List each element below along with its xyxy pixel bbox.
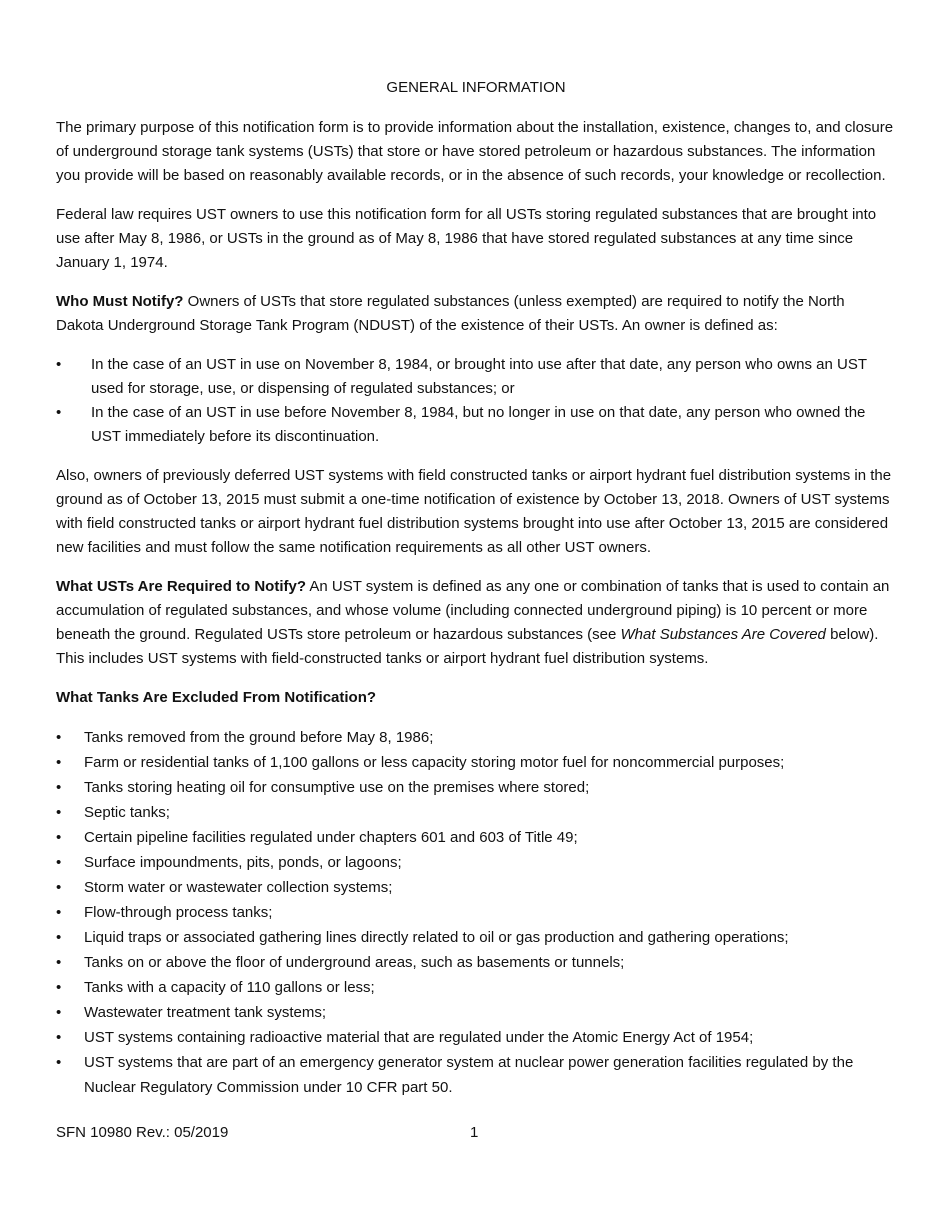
list-item xyxy=(56,775,896,800)
list-item-text: Surface impoundments, pits, ponds, or lagoons; xyxy=(84,854,402,871)
bullet-icon: • xyxy=(56,829,62,846)
list-item-text: UST systems that are part of an emergency generator system at nuclear power generation facilities regulated by the Nuclear Regulatory Commission under 10 CFR part 50. xyxy=(84,1054,854,1096)
what-substances-reference: What Substances Are Covered xyxy=(620,626,826,643)
list-item xyxy=(56,750,896,775)
who-must-notify-paragraph xyxy=(56,290,896,338)
list-item-text: Flow-through process tanks; xyxy=(84,904,273,921)
bullet-icon: • xyxy=(56,779,62,796)
list-item xyxy=(56,800,896,825)
bullet-icon: • xyxy=(56,729,62,746)
bullet-icon: • xyxy=(56,954,62,971)
document-page xyxy=(56,76,896,1100)
intro-paragraph-1: The primary purpose of this notification form is to provide information about the installation, existence, changes to, and closure of underground storage tank systems (USTs) that store or have stored petroleum or hazardous substances. The information you provide will be based on reasonably available records, or in the absence of such records, your knowledge or recollection. xyxy=(56,119,894,184)
list-item-text: Liquid traps or associated gathering lines directly related to oil or gas production and gathering operations; xyxy=(84,929,789,946)
bullet-icon: • xyxy=(56,1004,62,1021)
list-item-text: Tanks on or above the floor of underground areas, such as basements or tunnels; xyxy=(84,954,625,971)
list-item-text: Wastewater treatment tank systems; xyxy=(84,1004,327,1021)
deferred-systems-paragraph: Also, owners of previously deferred UST systems with field constructed tanks or airport hydrant fuel distribution systems in the ground as of October 13, 2015 must submit a one-time notification of existence by October 13, 2018. Owners of UST systems with field constructed tanks or airport hydrant fuel distribution systems brought into use after October 13, 2015 are considered new facilities and must follow the same notification requirements as all other UST owners. xyxy=(56,467,892,556)
excluded-tanks-list xyxy=(56,725,896,1100)
list-item-text: UST systems containing radioactive material that are regulated under the Atomic Energy Act of 1954; xyxy=(84,1029,754,1046)
list-item xyxy=(56,1000,896,1025)
page-title: GENERAL INFORMATION xyxy=(386,79,566,96)
page-number: 1 xyxy=(470,1124,479,1141)
bullet-icon: • xyxy=(56,404,62,421)
bullet-icon: • xyxy=(56,929,62,946)
list-item-text: In the case of an UST in use on November 8, 1984, or brought into use after that date, any person who owns an UST used for storage, use, or dispensing of regulated substances; or xyxy=(91,356,867,397)
list-item-text: Tanks removed from the ground before May 8, 1986; xyxy=(84,729,434,746)
intro-paragraph-2: Federal law requires UST owners to use this notification form for all USTs storing regulated substances that are brought into use after May 8, 1986, or USTs in the ground as of May 8, 1986 that have stored regulated substances at any time since January 1, 1974. xyxy=(56,206,877,271)
bullet-icon: • xyxy=(56,1054,62,1071)
bullet-icon: • xyxy=(56,979,62,996)
what-usts-heading: What USTs Are Required to Notify? xyxy=(56,578,307,595)
list-item xyxy=(56,875,896,900)
owner-definition-list xyxy=(56,353,896,449)
list-item-text: Farm or residential tanks of 1,100 gallons or less capacity storing motor fuel for noncommercial purposes; xyxy=(84,754,785,771)
list-item-text: Septic tanks; xyxy=(84,804,170,821)
bullet-icon: • xyxy=(56,1029,62,1046)
list-item-text: In the case of an UST in use before November 8, 1984, but no longer in use on that date, any person who owned the UST immediately before its discontinuation. xyxy=(91,404,866,445)
what-usts-text: An UST system is defined as any one or combination of tanks that is used to contain an accumulation of regulated substances, and whose volume (including connected underground piping) is 10 percent or more beneath the ground. Regulated USTs store petroleum or hazardous substances (see xyxy=(56,578,890,643)
what-usts-text-end: below). This includes UST systems with field-constructed tanks or airport hydrant fuel distribution systems. xyxy=(56,626,879,667)
list-item xyxy=(56,1025,896,1050)
form-id: SFN 10980 Rev.: 05/2019 xyxy=(56,1124,229,1141)
bullet-icon: • xyxy=(56,804,62,821)
who-must-notify-heading: Who Must Notify? xyxy=(56,293,184,310)
list-item-text: Certain pipeline facilities regulated under chapters 601 and 603 of Title 49; xyxy=(84,829,578,846)
bullet-icon: • xyxy=(56,356,62,373)
bullet-icon: • xyxy=(56,879,62,896)
list-item xyxy=(56,975,896,1000)
list-item xyxy=(56,825,896,850)
list-item xyxy=(56,1050,896,1100)
list-item xyxy=(56,900,896,925)
bullet-icon: • xyxy=(56,754,62,771)
who-must-notify-text: Owners of USTs that store regulated substances (unless exempted) are required to notify the North Dakota Underground Storage Tank Program (NDUST) of the existence of their USTs. An owner is defined as: xyxy=(56,293,845,334)
list-item xyxy=(56,725,896,750)
what-usts-paragraph xyxy=(56,575,896,671)
list-item xyxy=(56,950,896,975)
list-item xyxy=(56,925,896,950)
list-item-text: Tanks storing heating oil for consumptive use on the premises where stored; xyxy=(84,779,590,796)
list-item xyxy=(56,401,896,449)
bullet-icon: • xyxy=(56,904,62,921)
list-item-text: Tanks with a capacity of 110 gallons or less; xyxy=(84,979,375,996)
list-item xyxy=(56,353,896,401)
bullet-icon: • xyxy=(56,854,62,871)
excluded-tanks-heading: What Tanks Are Excluded From Notification? xyxy=(56,689,377,706)
list-item xyxy=(56,850,896,875)
list-item-text: Storm water or wastewater collection systems; xyxy=(84,879,393,896)
